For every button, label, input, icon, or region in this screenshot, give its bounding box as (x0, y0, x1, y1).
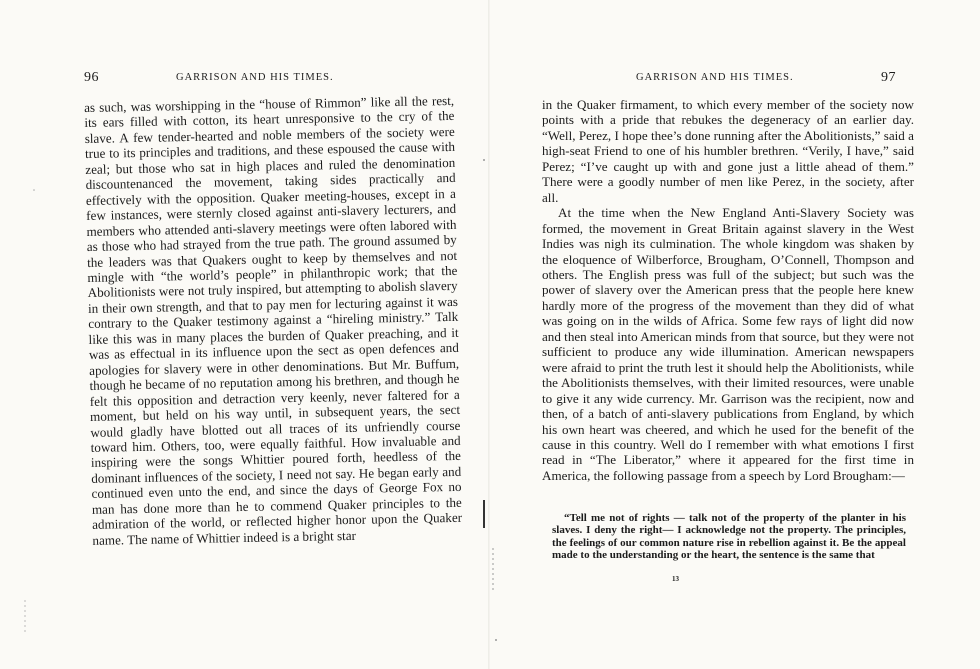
block-quote: “Tell me not of rights — talk not of the property of the planter in his slaves. I deny the right— I acknowledge not the property. The principles, the feelings of our common nature rise in rebellion against it. Be the appeal made to the understanding or the heart, the sentence is the same that (552, 512, 906, 562)
page-number: 96 (84, 70, 99, 85)
signature-mark: 13 (672, 575, 679, 583)
body-text (84, 93, 463, 548)
page-number: 97 (881, 70, 896, 85)
paragraph: as such, was worshipping in the “house of Rimmon” like all the rest, its ears filled with cotton, its heart unresponsive to the cry of the slave. A few tender-hearted and noble members of the society were true to its principles and traditions, and these espoused the cause with zeal; but those who sat in high places and ruled the denomination discountenanced the movement, taking sides practically and effectively with the opposition. Quaker meeting-houses, except in a few instances, were sternly closed against anti-slavery lecturers, and members who attended anti-slavery meetings were often labored with as those who had strayed from the true path. The ground assumed by the leaders was that Quakers ought to keep by themselves and not mingle with “the world’s people” in philanthropic work; that the Abolitionists were not truly inspired, but attempting to abolish slavery in their own strength, and that to pay men for lecturing against it was contrary to the Quaker testimony against a “hireling ministry.” Talk like this was in many places the burden of Quaker preaching, and it was as effectual in its influence upon the sect as open defences and apologies for slavery were in other denominations. But Mr. Buffum, though he became of no reputation among his brethren, and though he felt this opposition and detraction very keenly, never faltered for a moment, but held on his way until, in subsequent years, the sect would gladly have blotted out all traces of its unfriendly course toward him. Others, too, were equally faithful. How invaluable and inspiring were the songs Whittier poured forth, heedless of the dominant influences of the society, I need not say. He began early and continued even unto the end, and since the days of George Fox no man has done more than he to commend Quaker principles to the admiration of the world, or reflected higher honor upon the Quaker name. The name of Whittier indeed is a bright star (84, 92, 463, 548)
right-page (490, 0, 980, 669)
body-text (542, 97, 914, 483)
paragraph: in the Quaker firmament, to which every member of the society now points with a pride that rebukes the degeneracy of an earlier day. “Well, Perez, I hope thee’s done running after the Abolitionists,” said a high-seat Friend to one of his humbler brethren. “Verily, I have,” said Perez; “I’ve caught up with and gone just a little ahead of them.” There were a goodly number of men like Perez, in the society, after all. (542, 97, 914, 205)
paragraph: At the time when the New England Anti-Slavery Society was formed, the movement in Great Britain against slavery in the West Indies was nigh its culmination. The whole kingdom was shaken by the eloquence of Wilberforce, Brougham, O’Connell, Thompson and others. The English press was full of the subject; but such was the power of slavery over the American press that the people here knew hardly more of the progress of the movement than they did of what was going on in the wilds of Africa. Some few rays of light did now and then steal into American minds from that source, but they were not sufficient to produce any wide illumination. American newspapers were afraid to print the truth lest it should help the Abolitionists, while the Abolitionists themselves, with their limited resources, were unable to give it any wide currency. Mr. Garrison was the recipient, now and then, of a batch of anti-slavery publications from England, by which his own heart was cheered, and which he used for the benefit of the cause in this country. Well do I remember with what emotions I first read in “The Liberator,” where it appeared for the first time in America, the following passage from a speech by Lord Brougham:— (542, 205, 914, 483)
running-head: GARRISON AND HIS TIMES. (176, 72, 334, 83)
running-head: GARRISON AND HIS TIMES. (636, 72, 794, 83)
